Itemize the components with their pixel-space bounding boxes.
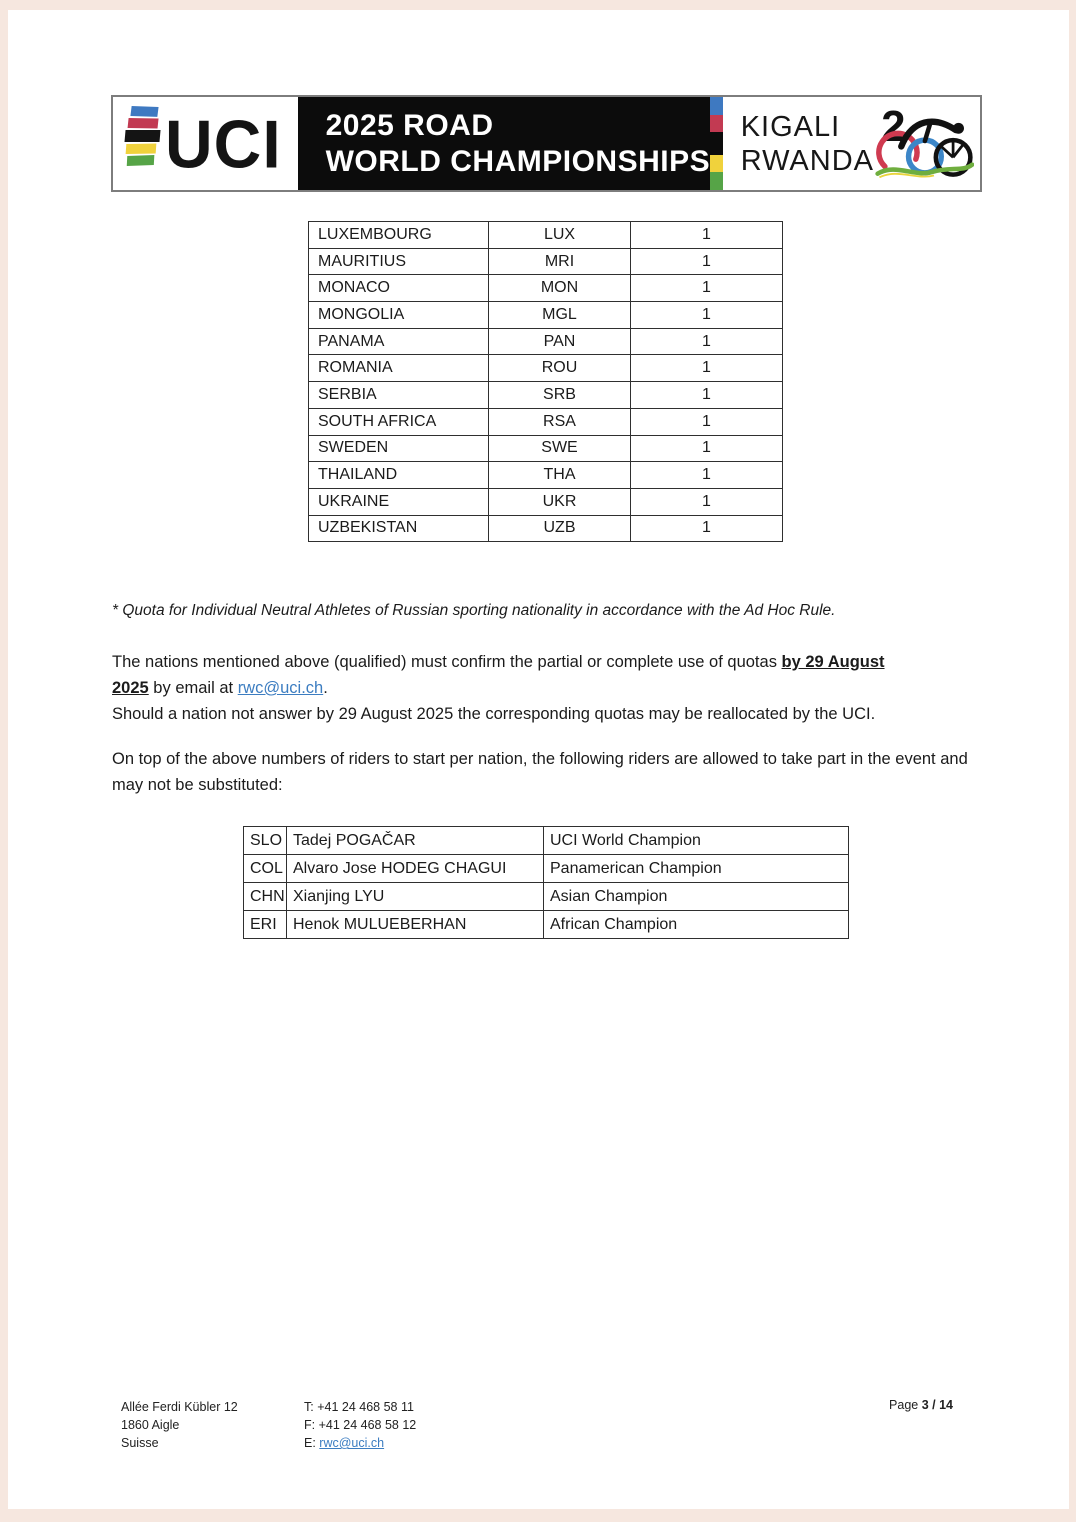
table-row <box>309 515 783 542</box>
nation-code-cell: PAN <box>489 328 631 355</box>
table-row <box>244 883 849 911</box>
table-row <box>244 827 849 855</box>
champion-title-cell: African Champion <box>544 911 849 939</box>
nation-name-cell: PANAMA <box>309 328 489 355</box>
nation-code-cell: MON <box>489 275 631 302</box>
nation-name-cell: ROMANIA <box>309 355 489 382</box>
nation-code-cell: RSA <box>489 408 631 435</box>
nation-name-cell: MONACO <box>309 275 489 302</box>
nation-code-cell: MRI <box>489 248 631 275</box>
event-title-line1: 2025 ROAD <box>325 108 494 142</box>
nation-name-cell: SOUTH AFRICA <box>309 408 489 435</box>
table-row <box>309 275 783 302</box>
champion-title-cell: UCI World Champion <box>544 827 849 855</box>
nation-code-cell: ROU <box>489 355 631 382</box>
nation-code-cell: THA <box>489 462 631 489</box>
nation-quota-cell: 1 <box>631 382 783 409</box>
svg-text:2: 2 <box>881 103 906 151</box>
rainbow-divider-strip <box>710 97 723 190</box>
champion-title-cell: Asian Champion <box>544 883 849 911</box>
nation-quota-table-body <box>309 222 783 542</box>
nation-code-cell: LUX <box>489 222 631 249</box>
nation-name-cell: MAURITIUS <box>309 248 489 275</box>
champion-name-cell: Alvaro Jose HODEG CHAGUI <box>287 855 544 883</box>
table-row <box>244 911 849 939</box>
table-row <box>309 222 783 249</box>
table-row <box>309 382 783 409</box>
table-row <box>309 328 783 355</box>
page-label: Page <box>889 1398 922 1412</box>
footer-email-link[interactable]: rwc@uci.ch <box>319 1436 385 1450</box>
footer-address-line1: Allée Ferdi Kübler 12 <box>121 1400 238 1414</box>
champion-name-cell: Tadej POGAČAR <box>287 827 544 855</box>
table-row <box>309 462 783 489</box>
deadline-bold-year: 2025 <box>112 678 149 697</box>
nation-quota-cell: 1 <box>631 355 783 382</box>
page-number-value: 3 / 14 <box>921 1398 953 1412</box>
nation-quota-cell: 1 <box>631 328 783 355</box>
nation-code-cell: MGL <box>489 302 631 329</box>
additional-riders-paragraph: On top of the above numbers of riders to start per nation, the following riders are allowed to take part in the event and may not be substituted: <box>112 750 968 794</box>
host-city-line1: KIGALI <box>740 110 841 143</box>
deadline-bold-text: by 29 August <box>781 653 885 671</box>
footer-address-line2: 1860 Aigle <box>121 1418 180 1432</box>
footer-email-label: E: <box>304 1436 320 1450</box>
nation-name-cell: THAILAND <box>309 462 489 489</box>
host-city-line2: RWANDA <box>740 144 874 177</box>
table-row <box>309 248 783 275</box>
champion-name-cell: Xianjing LYU <box>287 883 544 911</box>
table-row <box>244 855 849 883</box>
confirmation-text: . <box>323 678 328 697</box>
table-row <box>309 302 783 329</box>
champion-title-cell: Panamerican Champion <box>544 855 849 883</box>
nation-name-cell: SWEDEN <box>309 435 489 462</box>
uci-wordmark-text: UCI <box>165 105 282 182</box>
nation-name-cell: MONGOLIA <box>309 302 489 329</box>
uci-logo <box>113 97 298 190</box>
nation-quota-cell: 1 <box>631 515 783 542</box>
nation-quota-cell: 1 <box>631 302 783 329</box>
table-row <box>309 435 783 462</box>
confirmation-text: by email at <box>148 678 238 697</box>
nation-quota-cell: 1 <box>631 488 783 515</box>
nation-code-cell: SRB <box>489 382 631 409</box>
quota-confirmation-paragraph <box>112 650 1002 727</box>
kigali-2025-bike-logo-icon <box>874 98 974 189</box>
document-page <box>8 10 1069 1509</box>
nation-quota-cell: 1 <box>631 408 783 435</box>
footer-address-line3: Suisse <box>121 1436 159 1450</box>
nation-quota-table <box>308 221 783 542</box>
table-row <box>309 408 783 435</box>
footer-contact-block <box>304 1398 416 1452</box>
nation-quota-cell: 1 <box>631 248 783 275</box>
champion-country-cell: COL <box>244 855 287 883</box>
nation-quota-cell: 1 <box>631 222 783 249</box>
footer-address-block <box>121 1398 238 1452</box>
nation-quota-cell: 1 <box>631 462 783 489</box>
footer-page-number <box>788 1398 953 1412</box>
uci-rainbow-stripes-icon <box>121 102 163 185</box>
nation-code-cell: UKR <box>489 488 631 515</box>
footer-email-line <box>304 1434 416 1452</box>
event-title-line2: WORLD CHAMPIONSHIPS <box>325 144 711 178</box>
nation-name-cell: LUXEMBOURG <box>309 222 489 249</box>
footer-phone: T: +41 24 468 58 11 <box>304 1400 414 1414</box>
champion-name-cell: Henok MULUEBERHAN <box>287 911 544 939</box>
uci-header-banner <box>111 95 982 192</box>
nation-code-cell: SWE <box>489 435 631 462</box>
confirmation-line2 <box>112 676 1002 702</box>
nation-name-cell: UKRAINE <box>309 488 489 515</box>
confirmation-text: The nations mentioned above (qualified) must confirm the partial or complete use of quotas <box>112 653 782 671</box>
rwc-email-link[interactable]: rwc@uci.ch <box>237 678 324 697</box>
champions-table-body <box>244 827 849 939</box>
confirmation-line1 <box>112 650 1002 676</box>
nation-quota-cell: 1 <box>631 435 783 462</box>
footer-fax: F: +41 24 468 58 12 <box>304 1418 417 1432</box>
nation-name-cell: UZBEKISTAN <box>309 515 489 542</box>
champion-country-cell: ERI <box>244 911 287 939</box>
champion-country-cell: CHN <box>244 883 287 911</box>
nation-name-cell: SERBIA <box>309 382 489 409</box>
host-city-block <box>723 97 980 190</box>
reallocation-line: Should a nation not answer by 29 August 2025 the corresponding quotas may be reallocated by the UCI. <box>112 704 876 723</box>
event-title-block <box>298 97 711 190</box>
nation-quota-cell: 1 <box>631 275 783 302</box>
nation-code-cell: UZB <box>489 515 631 542</box>
table-row <box>309 488 783 515</box>
champions-table <box>243 826 849 939</box>
table-row <box>309 355 783 382</box>
champion-country-cell: SLO <box>244 827 287 855</box>
neutral-athletes-note: * Quota for Individual Neutral Athletes of Russian sporting nationality in accordance with the Ad Hoc Rule. <box>112 602 836 619</box>
